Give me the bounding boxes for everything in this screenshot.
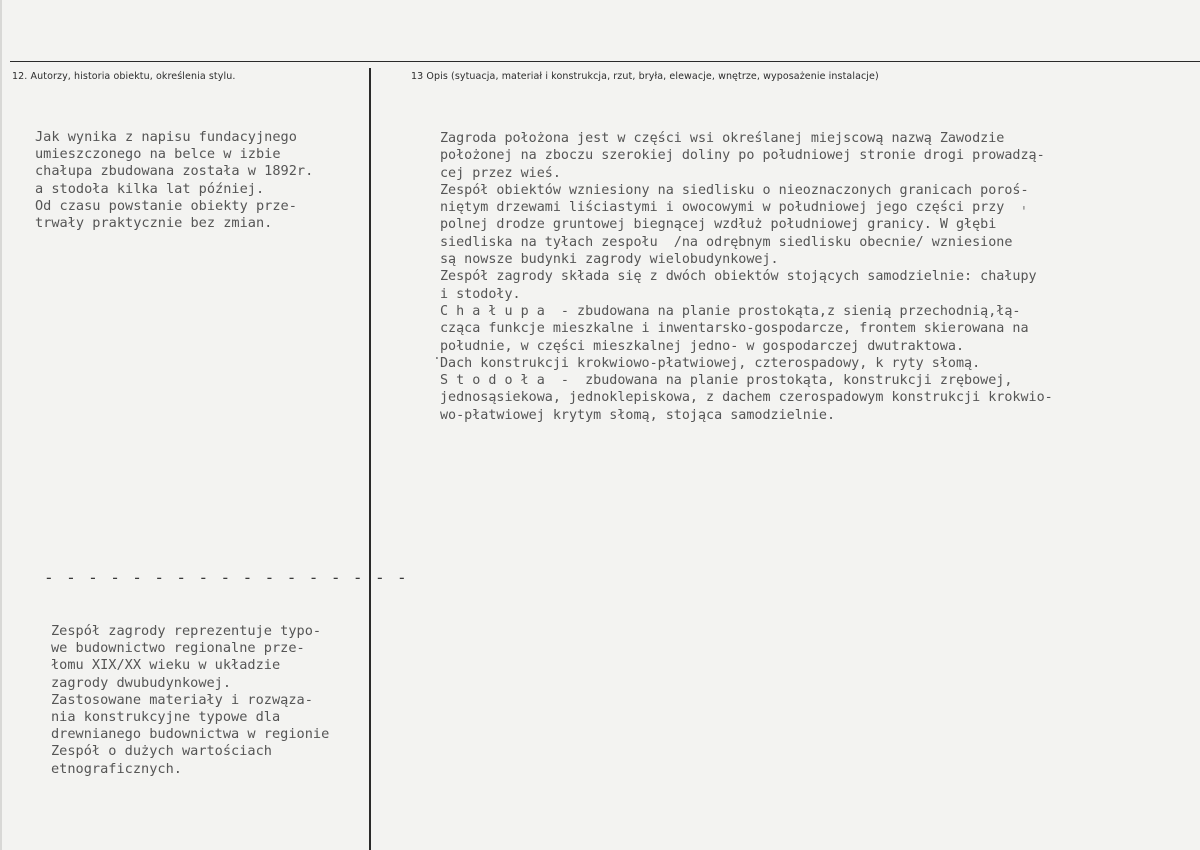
stray-mark: ' — [1020, 205, 1028, 220]
description-text: Zagroda położona jest w części wsi określanej miejscową nazwą Zawodzie położonej na zboczu szerokiej doliny po południowej stronie drogi prowadzą- cej przez wieś. Zespół obiektów wzniesiony na siedlisku o nieoznaczonych granicach poroś- niętym drzewami liściastymi i owocowymi w południowej jego części przy polnej drodze gruntowej biegnącej wzdłuż południowej granicy. W głębi siedliska na tyłach zespołu /na odrębnym siedlisku obecnie/ wzniesione są nowsze budynki zagrody wielobudynkowej. Zespół zagrody składa się z dwóch obiektów stojących samodzielnie: chałupy i stodoły. C h a ł u p a - zbudowana na planie prostokąta,z sienią przechodnią,łą- cząca funkcje mieszkalne i inwentarsko-gospodarcze, frontem skierowana na południe, w części mieszkalnej jedno- w gospodarczej dwutraktowa. Dach konstrukcji krokwiowo-płatwiowej, czterospadowy, k ryty słomą. S t o d o ł a - zbudowana na planie prostokąta, konstrukcji zrębowej, jednosąsiekowa, jednoklepiskowa, z dachem czerospadowym konstrukcji krokwio- wo-płatwiowej krytym słomą, stojąca samodzielnie. — [440, 131, 1053, 423]
evaluation-text: Zespół zagrody reprezentuje typo- we budownictwo regionalne prze- łomu XIX/XX wieku w układzie zagrody dwubudynkowej. Zastosowane materiały i rozwąza- nia konstrukcyjne typowe dla drewnianego budownictwa w regionie Zespół o dużych wartościach etnograficznych. — [51, 623, 330, 777]
section-12-heading: 12. Autorzy, historia obiektu, określenia stylu. — [12, 71, 236, 82]
column-divider — [369, 68, 371, 850]
section-13-heading: 13 Opis (sytuacja, materiał i konstrukcja, rzut, bryła, elewacje, wnętrze, wyposażenie instalacje) — [411, 71, 879, 82]
stray-dot: . — [433, 348, 441, 363]
top-rule — [10, 61, 1200, 62]
dashed-separator: - - - - - - - - - - - - - - - - - — [44, 568, 409, 587]
history-text: Jak wynika z napisu fundacyjnego umieszczonego na belce w izbie chałupa zbudowana została w 1892r. a stodoła kilka lat później. Od czasu powstanie obiekty prze- trwały praktycznie bez zmian. — [35, 129, 314, 232]
